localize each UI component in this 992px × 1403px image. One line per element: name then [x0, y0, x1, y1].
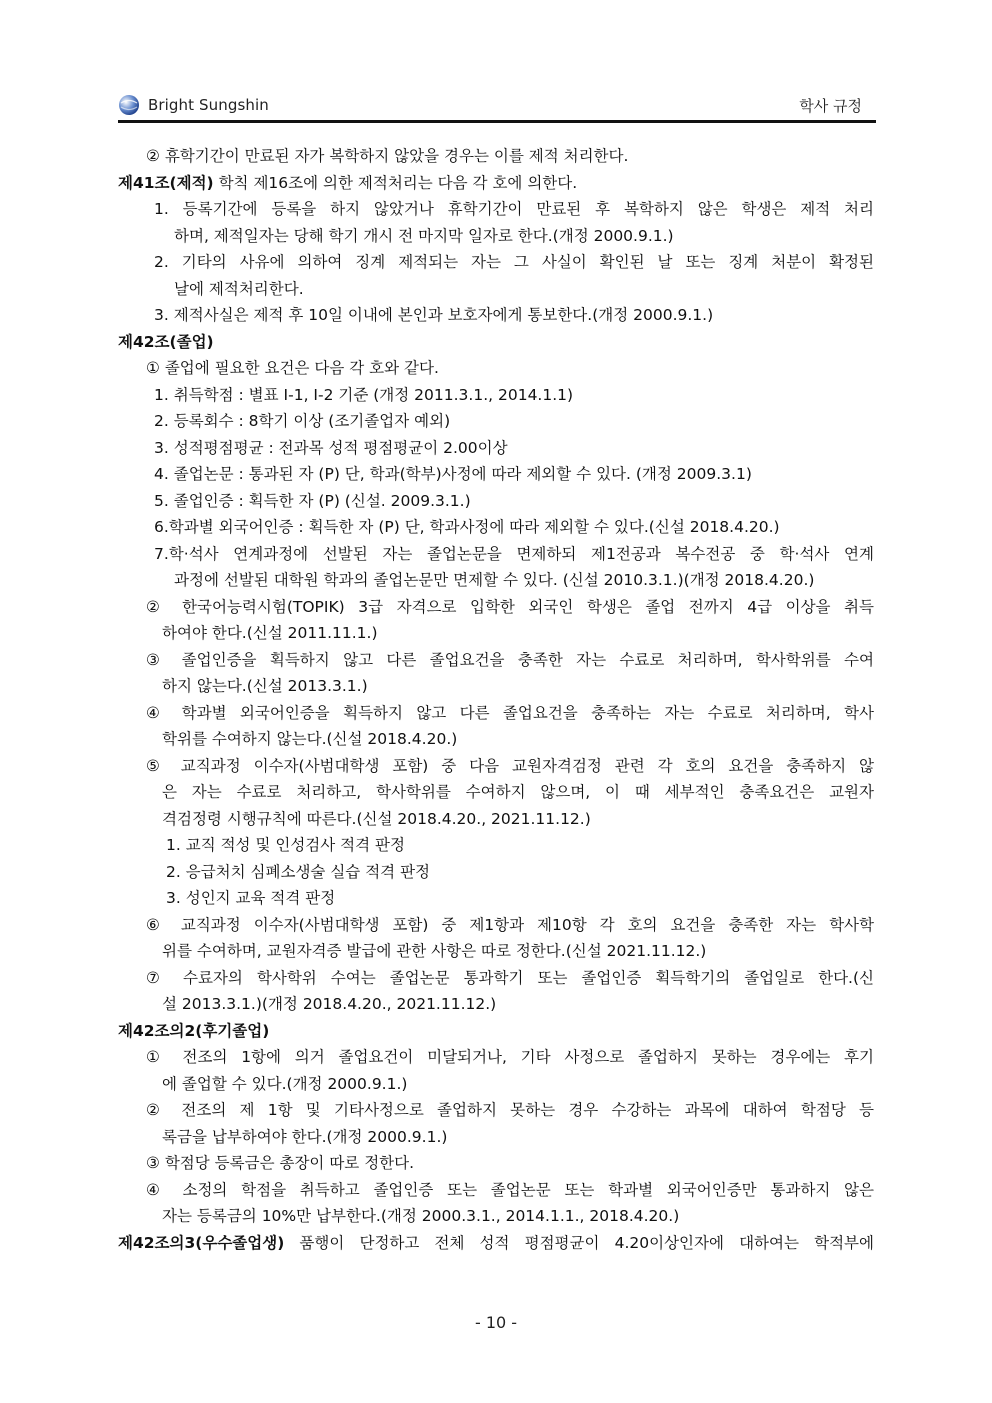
- text-line: [118, 355, 874, 382]
- text-line: [118, 594, 874, 621]
- text-line: [118, 965, 874, 992]
- line-text: 3. 제적사실은 제적 후 10일 이내에 본인과 보호자에게 통보한다.(개정 2000.9.1.): [154, 306, 714, 324]
- globe-logo-icon: [118, 94, 140, 116]
- text-line: [118, 1203, 874, 1230]
- line-text: 3. 성인지 교육 적격 판정: [166, 889, 336, 907]
- header-rule: [118, 120, 876, 123]
- document-body: [118, 143, 874, 1256]
- text-line: [118, 382, 874, 409]
- article-line: [118, 170, 874, 197]
- text-line: [118, 1124, 874, 1151]
- article-line: [118, 329, 874, 356]
- text-line: [118, 779, 874, 806]
- text-line: [118, 276, 874, 303]
- line-text: ④ 소정의 학점을 취득하고 졸업인증 또는 졸업논문 또는 학과별 외국어인증만 통과하지 않은: [146, 1180, 874, 1199]
- article-line: [118, 1230, 874, 1257]
- article-heading: 제42조(졸업): [118, 332, 214, 351]
- text-line: [118, 1097, 874, 1124]
- line-text: 2. 등록회수 : 8학기 이상 (조기졸업자 예외): [154, 412, 451, 430]
- text-line: [118, 673, 874, 700]
- line-text: 7.학·석사 연계과정에 선발된 자는 졸업논문을 면제하되 제1전공과 복수전공 중 학·석사 연계: [154, 544, 874, 563]
- text-line: [118, 249, 874, 276]
- text-line: [118, 1071, 874, 1098]
- text-line: [118, 1150, 874, 1177]
- line-text: 품행이 단정하고 전체 성적 평점평균이 4.20이상인자에 대하여는 학적부에: [284, 1233, 874, 1252]
- page-number: - 10 -: [474, 1313, 518, 1332]
- line-text: 설 2013.3.1.)(개정 2018.4.20., 2021.11.12.): [162, 995, 497, 1013]
- line-text: 4. 졸업논문 : 통과된 자 (P) 단, 학과(학부)사정에 따라 제외할 수 있다. (개정 2009.3.1): [154, 465, 752, 483]
- article-heading: 제42조의2(후기졸업): [118, 1021, 270, 1040]
- line-text: 격검정령 시행규칙에 따른다.(신설 2018.4.20., 2021.11.12.): [162, 809, 591, 828]
- article-heading: 제42조의3(우수졸업생): [118, 1233, 285, 1252]
- line-text: ③ 학점당 등록금은 총장이 따로 정한다.: [146, 1154, 415, 1172]
- line-text: 위를 수여하며, 교원자격증 발급에 관한 사항은 따로 정한다.(신설 2021.11.12.): [162, 942, 707, 960]
- text-line: [118, 885, 874, 912]
- line-text: ⑥ 교직과정 이수자(사범대학생 포함) 중 제1항과 제10항 각 호의 요건을 충족한 자는 학사학: [146, 915, 874, 934]
- text-line: [118, 647, 874, 674]
- page-header: [118, 92, 876, 122]
- line-text: 6.학과별 외국어인증 : 획득한 자 (P) 단, 학과사정에 따라 제외할 수 있다.(신설 2018.4.20.): [154, 518, 780, 536]
- line-text: 학위를 수여하지 않는다.(신설 2018.4.20.): [162, 730, 458, 748]
- text-line: [118, 567, 874, 594]
- text-line: [118, 832, 874, 859]
- text-line: [118, 938, 874, 965]
- text-line: [118, 541, 874, 568]
- text-line: [118, 859, 874, 886]
- text-line: [118, 143, 874, 170]
- text-line: [118, 435, 874, 462]
- line-text: 3. 성적평점평균 : 전과목 성적 평점평균이 2.00이상: [154, 438, 508, 457]
- text-line: [118, 991, 874, 1018]
- text-line: [118, 806, 874, 833]
- line-text: 2. 응급처치 심폐소생술 실습 적격 판정: [166, 862, 431, 881]
- text-line: [118, 196, 874, 223]
- line-text: ② 전조의 제 1항 및 기타사정으로 졸업하지 못하는 경우 수강하는 과목에 대하여 학점당 등: [146, 1101, 874, 1119]
- line-text: ① 전조의 1항에 의거 졸업요건이 미달되거나, 기타 사정으로 졸업하지 못하는 경우에는 후기: [146, 1048, 874, 1066]
- line-text: 록금을 납부하여야 한다.(개정 2000.9.1.): [162, 1127, 448, 1146]
- text-line: [118, 620, 874, 647]
- line-text: 하며, 제적일자는 당해 학기 개시 전 마지막 일자로 한다.(개정 2000.9.1.): [174, 226, 674, 245]
- line-text: 자는 등록금의 10%만 납부한다.(개정 2000.3.1., 2014.1.1., 2018.4.20.): [162, 1207, 680, 1225]
- article-heading: 제41조(제적): [118, 173, 214, 192]
- text-line: [118, 223, 874, 250]
- text-line: [118, 1044, 874, 1071]
- line-text: 과정에 선발된 대학원 학과의 졸업논문만 면제할 수 있다. (신설 2010.3.1.)(개정 2018.4.20.): [174, 571, 815, 589]
- line-text: 학칙 제16조에 의한 제적처리는 다음 각 호에 의한다.: [213, 173, 578, 192]
- line-text: 하여야 한다.(신설 2011.11.1.): [162, 624, 378, 642]
- text-line: [118, 753, 874, 780]
- line-text: ② 한국어능력시험(TOPIK) 3급 자격으로 입학한 외국인 학생은 졸업 전까지 4급 이상을 취득: [146, 597, 874, 616]
- brand-name: Bright Sungshin: [148, 96, 269, 114]
- text-line: [118, 514, 874, 541]
- line-text: 1. 취득학점 : 별표 Ⅰ-1, Ⅰ-2 기준 (개정 2011.3.1., 2014.1.1): [154, 385, 574, 404]
- article-line: [118, 1018, 874, 1045]
- line-text: 1. 등록기간에 등록을 하지 않았거나 휴학기간이 만료된 후 복학하지 않은 학생은 제적 처리: [154, 200, 874, 218]
- line-text: ① 졸업에 필요한 요건은 다음 각 호와 같다.: [146, 359, 439, 377]
- text-line: [118, 488, 874, 515]
- text-line: [118, 461, 874, 488]
- text-line: [118, 1177, 874, 1204]
- section-title: 학사 규정: [799, 97, 862, 115]
- line-text: 하지 않는다.(신설 2013.3.1.): [162, 677, 368, 695]
- line-text: ④ 학과별 외국어인증을 획득하지 않고 다른 졸업요건을 충족하는 자는 수료로 처리하며, 학사: [146, 703, 874, 722]
- text-line: [118, 302, 874, 329]
- line-text: 은 자는 수료로 처리하고, 학사학위를 수여하지 않으며, 이 때 세부적인 충족요건은 교원자: [162, 783, 874, 801]
- line-text: ⑦ 수료자의 학사학위 수여는 졸업논문 통과학기 또는 졸업인증 획득학기의 졸업일로 한다.(신: [146, 968, 874, 987]
- line-text: 2. 기타의 사유에 의하여 징계 제적되는 자는 그 사실이 확인된 날 또는 징계 처분이 확정된: [154, 253, 874, 271]
- line-text: ⑤ 교직과정 이수자(사범대학생 포함) 중 다음 교원자격검정 관련 각 호의 요건을 충족하지 않: [146, 756, 874, 775]
- text-line: [118, 912, 874, 939]
- line-text: ② 휴학기간이 만료된 자가 복학하지 않았을 경우는 이를 제적 처리한다.: [146, 147, 629, 165]
- text-line: [118, 700, 874, 727]
- line-text: 1. 교직 적성 및 인성검사 적격 판정: [166, 836, 406, 854]
- line-text: 날에 제적처리한다.: [174, 279, 304, 298]
- line-text: 에 졸업할 수 있다.(개정 2000.9.1.): [162, 1074, 408, 1093]
- text-line: [118, 408, 874, 435]
- line-text: ③ 졸업인증을 획득하지 않고 다른 졸업요건을 충족한 자는 수료로 처리하며, 학사학위를 수여: [146, 650, 874, 669]
- line-text: 5. 졸업인증 : 획득한 자 (P) (신설. 2009.3.1.): [154, 491, 471, 510]
- text-line: [118, 726, 874, 753]
